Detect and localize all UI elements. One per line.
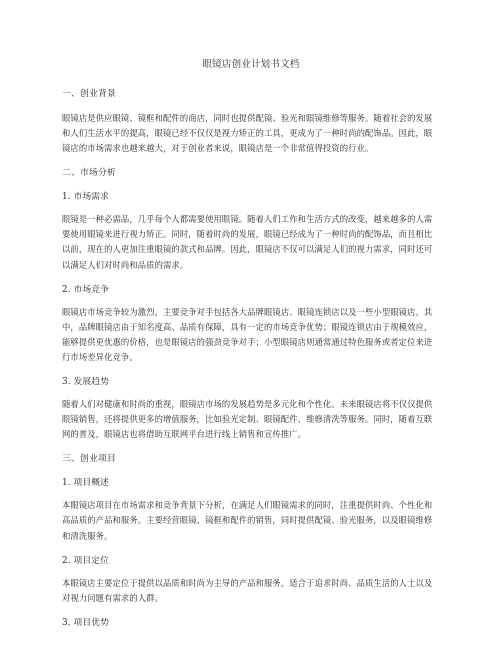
section-heading-background: 一、创业背景 xyxy=(62,89,116,99)
subheading-project-positioning: 2. 项目定位 xyxy=(62,555,110,566)
paragraph-background: 眼镜店是供应眼镜、镜框和配件的商店，同时也提供配镜、验光和眼镜维修等服务。随着社会的发展和人们生活水平的提高，眼镜已经不仅仅是视力矫正的工具，更成为了一种时尚的配饰品。因此，眼镜店的市场需求也越来越大，对于创业者来说，眼镜店是一个非常值得投资的行业。 xyxy=(62,113,433,154)
section-heading-market-analysis: 二、市场分析 xyxy=(62,168,116,179)
subheading-project-advantages: 3. 项目优势 xyxy=(62,617,110,628)
subheading-market-competition: 2. 市场竞争 xyxy=(62,284,110,295)
subheading-development-trend: 3. 发展趋势 xyxy=(62,377,110,388)
paragraph-project-positioning: 本眼镜店主要定位于提供以品质和时尚为主导的产品和服务，适合于追求时尚、品质生活的人士以及对视力问题有需求的人群。 xyxy=(62,577,433,603)
paragraph-development-trend: 随着人们对健康和时尚的重视，眼镜店市场的发展趋势是多元化和个性化。未来眼镜店将不仅仅提供眼镜销售，还将提供更多的增值服务，比如验光定制、眼镜配件、维修清洗等服务。同时，随着互联网的普及，眼镜店也将借助互联网平台进行线上销售和宣传推广。 xyxy=(62,399,433,440)
paragraph-market-competition: 眼镜店市场竞争较为激烈，主要竞争对手包括各大品牌眼镜店、眼镜连锁店以及一些小型眼镜店。其中，品牌眼镜店由于知名度高、品质有保障，具有一定的市场竞争优势；眼镜连锁店由于规模效应，能够提供更优惠的价格，也是眼镜店的强劲竞争对手；小型眼镜店则通常通过特色服务或者定位来进行市场差异化竞争。 xyxy=(62,306,433,362)
subheading-project-overview: 1. 项目概述 xyxy=(62,478,110,489)
section-heading-startup-project: 三、创业项目 xyxy=(62,454,116,465)
subheading-market-demand: 1. 市场需求 xyxy=(62,192,110,203)
paragraph-market-demand: 眼镜是一种必需品，几乎每个人都需要使用眼镜。随着人们工作和生活方式的改变，越来越多的人需要使用眼镜来进行视力矫正。同时，随着时尚的发展，眼镜已经成为了一种时尚的配饰品，而且相比以前，现在的人更加注重眼镜的款式和品牌。因此，眼镜店不仅可以满足人们的视力需求，同时还可以满足人们对时尚和品质的需求。 xyxy=(62,214,433,270)
page-title: 眼镜店创业计划书文档 xyxy=(202,59,300,70)
paragraph-project-overview: 本眼镜店项目在市场需求和竞争背景下分析，在满足人们眼镜需求的同时，注重提供时尚、个性化和高品质的产品和服务。主要经营眼镜、镜框和配件的销售，同时提供配镜、验光服务，以及眼镜维修和清洗服务。 xyxy=(62,500,433,541)
